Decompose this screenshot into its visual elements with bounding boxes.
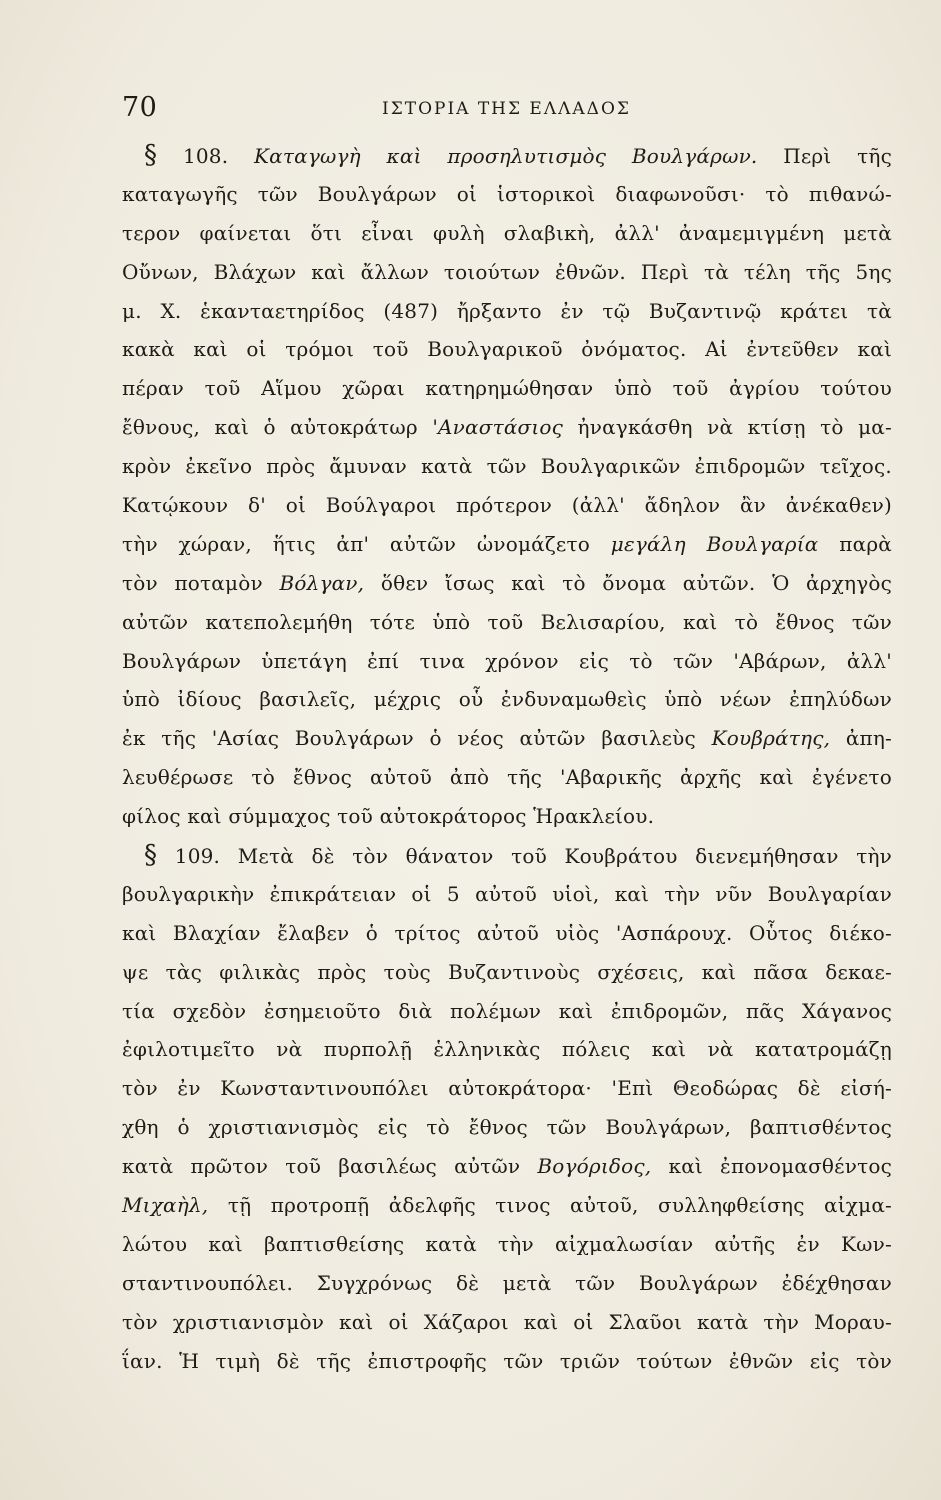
section-mark: § [144,140,158,170]
text-fragment: ἀπη- [845,726,893,751]
body-text [122,136,892,1381]
text-line [122,1147,892,1186]
italic-name: μεγάλη Βουλγαρία [610,531,819,556]
section-title: Καταγωγὴ καὶ προσηλυτισμὸς Βουλγάρων. [254,144,758,168]
text-line [122,408,892,447]
text-line [122,564,892,603]
text-fragment: ἔθνους, καὶ ὁ αὐτοκράτωρ [122,415,418,440]
section-108-heading-line [122,136,892,175]
text-fragment: ὅθεν ἴσως καὶ τὸ ὄνομα αὐτῶν. Ὁ ἀρχηγὸς [380,570,893,595]
italic-name: Βόλγαν, [279,570,365,595]
text-fragment: κατὰ πρῶτον τοῦ βασιλέως αὐτῶν [122,1154,521,1179]
text-line [122,1186,892,1225]
text-line [122,719,892,758]
italic-name: Βογόριδος, [537,1154,652,1179]
text-line: σταντινουπόλει. Συγχρόνως δὲ μετὰ τῶν Βουλγάρων ἐδέχθησαν [122,1270,892,1295]
page-number: 70 [122,92,158,123]
text-fragment: τὸν ποταμὸν [122,570,263,595]
text-line: ψε τὰς φιλικὰς πρὸς τοὺς Βυζαντινοὺς σχέσεις, καὶ πᾶσα δεκαε- [122,959,892,984]
text-line: κρὸν ἐκεῖνο πρὸς ἄμυναν κατὰ τῶν Βουλγαρικῶν ἐπιδρομῶν τεῖχος. [122,454,892,479]
text-fragment: καὶ ἐπονομασθέντος [668,1154,892,1179]
running-head [122,92,892,126]
section-number: 108. [182,144,229,168]
section-109-heading-line [122,836,892,875]
text-line: ἐφιλοτιμεῖτο νὰ πυρπολῇ ἑλληνικὰς πόλεις καὶ νὰ κατατρομάζῃ [122,1037,892,1062]
text-fragment: τὴν χώραν, ἥτις ἀπ' αὐτῶν ὠνομάζετο [122,531,590,556]
text-line: Κατῴκουν δ' οἱ Βούλγαροι πρότερον (ἀλλ' ἄδηλον ἂν ἀνέκαθεν) [122,493,892,518]
section-mark: § [144,840,158,871]
text-line: κακὰ καὶ οἱ τρόμοι τοῦ Βουλγαρικοῦ ὀνόματος. Αἱ ἐντεῦθεν καὶ [122,337,892,362]
text-line: καταγωγῆς τῶν Βουλγάρων οἱ ἱστορικοὶ διαφωνοῦσι· τὸ πιθανώ- [122,181,892,206]
text-line: αὐτῶν κατεπολεμήθη τότε ὑπὸ τοῦ Βελισαρίου, καὶ τὸ ἔθνος τῶν [122,609,892,634]
section-number: 109. [174,844,221,869]
running-title: ΙΣΤΟΡΙΑ ΤΗΣ ΕΛΛΑΔΟΣ [382,99,631,119]
italic-name: 'Αναστάσιος [432,415,564,440]
text-line: τὸν ἐν Κωνσταντινουπόλει αὐτοκράτορα· 'Επὶ Θεοδώρας δὲ εἰσή- [122,1076,892,1101]
text-line [122,525,892,564]
text-line: πέραν τοῦ Αἵμου χῶραι κατηρημώθησαν ὑπὸ τοῦ ἀγρίου τούτου [122,376,892,401]
text-line: Βουλγάρων ὑπετάγη ἐπί τινα χρόνον εἰς τὸ τῶν 'Αβάρων, ἀλλ' [122,648,892,673]
text-fragment: ἠναγκάσθη νὰ κτίσῃ τὸ μα- [577,415,892,440]
text-fragment: ἐκ τῆς 'Ασίας Βουλγάρων ὁ νέος αὐτῶν βασιλεὺς [122,726,696,751]
text-line: Οὔνων, Βλάχων καὶ ἄλλων τοιούτων ἐθνῶν. Περὶ τὰ τέλη τῆς 5ης [122,259,892,284]
italic-name: Μιχαὴλ, [122,1193,209,1218]
text-line: ὑπὸ ἰδίους βασιλεῖς, μέχρις οὗ ἐνδυναμωθεὶς ὑπὸ νέων ἐπηλύδων [122,687,892,712]
text-line: λευθέρωσε τὸ ἔθνος αὐτοῦ ἀπὸ τῆς 'Αβαρικῆς ἀρχῆς καὶ ἐγένετο [122,765,892,790]
text-fragment: παρὰ [839,531,892,556]
text-line: τία σχεδὸν ἐσημειοῦτο διὰ πολέμων καὶ ἐπιδρομῶν, πᾶς Χάγανος [122,998,892,1023]
text-line: ΐαν. Ἡ τιμὴ δὲ τῆς ἐπιστροφῆς τῶν τριῶν τούτων ἐθνῶν εἰς τὸν [122,1348,892,1373]
text-line: χθη ὁ χριστιανισμὸς εἰς τὸ ἔθνος τῶν Βουλγάρων, βαπτισθέντος [122,1115,892,1140]
text-fragment: Περὶ τῆς [783,144,893,168]
text-line: λώτου καὶ βαπτισθείσης κατὰ τὴν αἰχμαλωσίαν αὐτῆς ἐν Κων- [122,1231,892,1256]
text-line: τερον φαίνεται ὅτι εἶναι φυλὴ σλαβικὴ, ἀλλ' ἀναμεμιγμένη μετὰ [122,220,892,245]
text-line: τὸν χριστιανισμὸν καὶ οἱ Χάζαροι καὶ οἱ Σλαῦοι κατὰ τὴν Μοραυ- [122,1309,892,1334]
text-line: φίλος καὶ σύμμαχος τοῦ αὐτοκράτορος Ἡρακλείου. [122,804,655,829]
text-fragment: τῇ προτροπῇ ἀδελφῆς τινος αὐτοῦ, συλληφθείσης αἰχμα- [227,1193,892,1218]
text-line: μ. Χ. ἑκανταετηρίδος (487) ἤρξαντο ἐν τῷ Βυζαντινῷ κράτει τὰ [122,298,892,323]
text-line: βουλγαρικὴν ἐπικράτειαν οἱ 5 αὐτοῦ υἱοὶ, καὶ τὴν νῦν Βουλγαρίαν [122,881,892,906]
text-fragment: Μετὰ δὲ τὸν θάνατον τοῦ Κουβράτου διενεμήθησαν τὴν [237,844,892,869]
text-line: καὶ Βλαχίαν ἔλαβεν ὁ τρίτος αὐτοῦ υἱὸς 'Ασπάρουχ. Οὗτος διέκο- [122,920,892,945]
italic-name: Κουβράτης, [711,726,831,751]
